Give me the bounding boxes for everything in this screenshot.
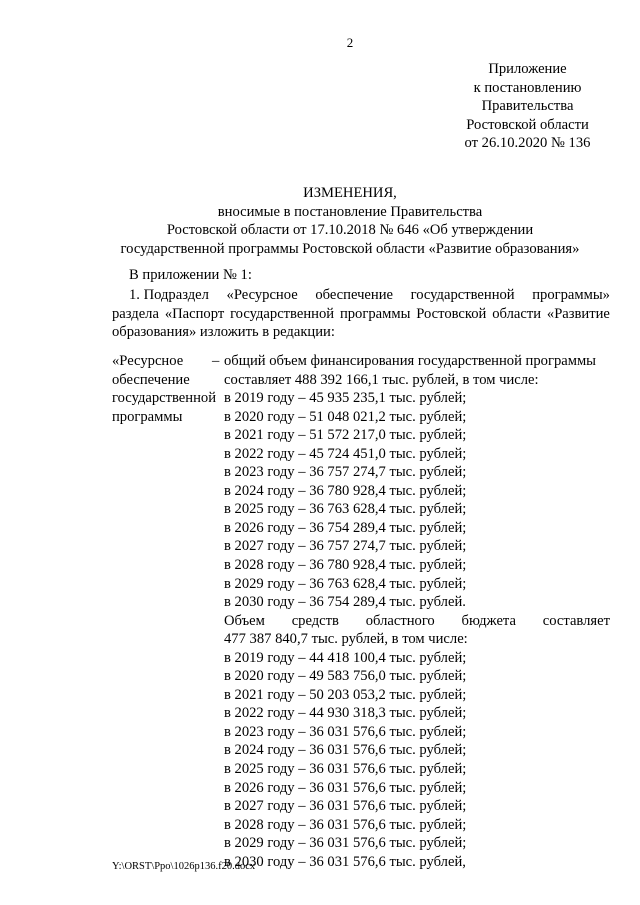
word: «Ресурсное <box>226 287 298 303</box>
year-amount-line: в 2029 году – 36 763 628,4 тыс. рублей; <box>224 575 467 592</box>
passport-values <box>224 352 610 871</box>
paragraph-1 <box>112 286 610 342</box>
total-line: составляет 488 392 166,1 тыс. рублей, в том числе: <box>224 371 539 388</box>
year-amount-line: в 2027 году – 36 031 576,6 тыс. рублей; <box>224 798 467 815</box>
year-amount-line: в 2030 году – 36 754 289,4 тыс. рублей. <box>224 594 466 611</box>
word: областного <box>365 612 435 629</box>
file-path-footer: Y:\ORST\Ppo\1026p136.f20.docx <box>112 861 256 872</box>
word: программы <box>339 305 411 322</box>
regional-line <box>224 612 610 631</box>
approval-line: Ростовской области <box>466 116 589 133</box>
page-number: 2 <box>346 35 354 50</box>
approval-line: к постановлению <box>473 79 582 96</box>
word: составляет <box>542 612 610 629</box>
passport-label <box>112 352 217 426</box>
word: 1. Подраздел <box>129 287 209 303</box>
year-amount-line: в 2026 году – 36 031 576,6 тыс. рублей; <box>224 779 467 796</box>
total-by-year-list <box>224 389 610 612</box>
word: программы» <box>532 287 610 303</box>
year-amount-line: в 2024 году – 36 780 928,4 тыс. рублей; <box>224 482 467 499</box>
approval-block <box>440 60 615 153</box>
year-amount-line: в 2025 году – 36 763 628,4 тыс. рублей; <box>224 501 467 518</box>
title-line: Ростовской области от 17.10.2018 № 646 «Об утверждении <box>166 222 534 239</box>
word: средств <box>291 612 339 629</box>
approval-line: Приложение <box>488 61 567 77</box>
year-amount-line: в 2020 году – 51 048 021,2 тыс. рублей; <box>224 408 467 425</box>
year-amount-line: в 2020 году – 49 583 756,0 тыс. рублей; <box>224 668 467 685</box>
year-amount-line: в 2021 году – 51 572 217,0 тыс. рублей; <box>224 427 467 444</box>
year-amount-line: в 2022 году – 44 930 318,3 тыс. рублей; <box>224 705 467 722</box>
year-amount-line: в 2027 году – 36 757 274,7 тыс. рублей; <box>224 538 467 555</box>
word: области <box>492 305 542 322</box>
approval-line: от 26.10.2020 № 136 <box>464 135 591 152</box>
year-amount-line: в 2029 году – 36 031 576,6 тыс. рублей; <box>224 835 467 852</box>
word: «Паспорт <box>164 305 225 322</box>
word: обеспечение <box>315 287 393 303</box>
year-amount-line: в 2024 году – 36 031 576,6 тыс. рублей; <box>224 742 467 759</box>
word: Ростовской <box>416 305 487 322</box>
regional-line: 477 387 840,7 тыс. рублей, в том числе: <box>224 631 468 648</box>
title-line: вносимые в постановление Правительства <box>217 203 483 220</box>
paragraph-line: образования» изложить в редакции: <box>112 324 335 341</box>
total-line: общий объем финансирования государственной программы <box>224 353 596 369</box>
year-amount-line: в 2021 году – 50 203 053,2 тыс. рублей; <box>224 686 467 703</box>
document-title <box>50 184 640 258</box>
year-amount-line: в 2030 году – 36 031 576,6 тыс. рублей, <box>224 853 466 870</box>
approval-line: Правительства <box>481 98 574 115</box>
year-amount-line: в 2022 году – 45 724 451,0 тыс. рублей; <box>224 445 467 462</box>
label-line: государственной <box>112 390 217 407</box>
title-heading: ИЗМЕНЕНИЯ, <box>303 185 397 201</box>
year-amount-line: в 2028 году – 36 780 928,4 тыс. рублей; <box>224 557 467 574</box>
paragraph-line <box>112 286 610 305</box>
word: Объем <box>224 612 265 629</box>
label-line: «Ресурсное <box>112 353 184 369</box>
year-amount-line: в 2026 году – 36 754 289,4 тыс. рублей; <box>224 519 467 536</box>
label-dash: – <box>212 353 220 369</box>
regional-by-year-list <box>224 649 610 872</box>
year-amount-line: в 2019 году – 45 935 235,1 тыс. рублей; <box>224 390 467 407</box>
word: бюджета <box>461 612 516 629</box>
intro-text: В приложении № 1: <box>129 267 252 283</box>
title-line: государственной программы Ростовской области «Развитие образования» <box>120 240 580 257</box>
label-line: программы <box>112 408 183 425</box>
word: «Развитие <box>546 305 610 322</box>
year-amount-line: в 2019 году – 44 418 100,4 тыс. рублей; <box>224 649 467 666</box>
label-line: обеспечение <box>112 371 190 388</box>
word: государственной <box>230 305 335 322</box>
paragraph-line <box>112 305 610 324</box>
word: государственной <box>410 287 515 303</box>
word: раздела <box>112 305 159 322</box>
year-amount-line: в 2025 году – 36 031 576,6 тыс. рублей; <box>224 761 467 778</box>
year-amount-line: в 2023 году – 36 031 576,6 тыс. рублей; <box>224 723 467 740</box>
year-amount-line: в 2028 году – 36 031 576,6 тыс. рублей; <box>224 816 467 833</box>
year-amount-line: в 2023 году – 36 757 274,7 тыс. рублей; <box>224 464 467 481</box>
